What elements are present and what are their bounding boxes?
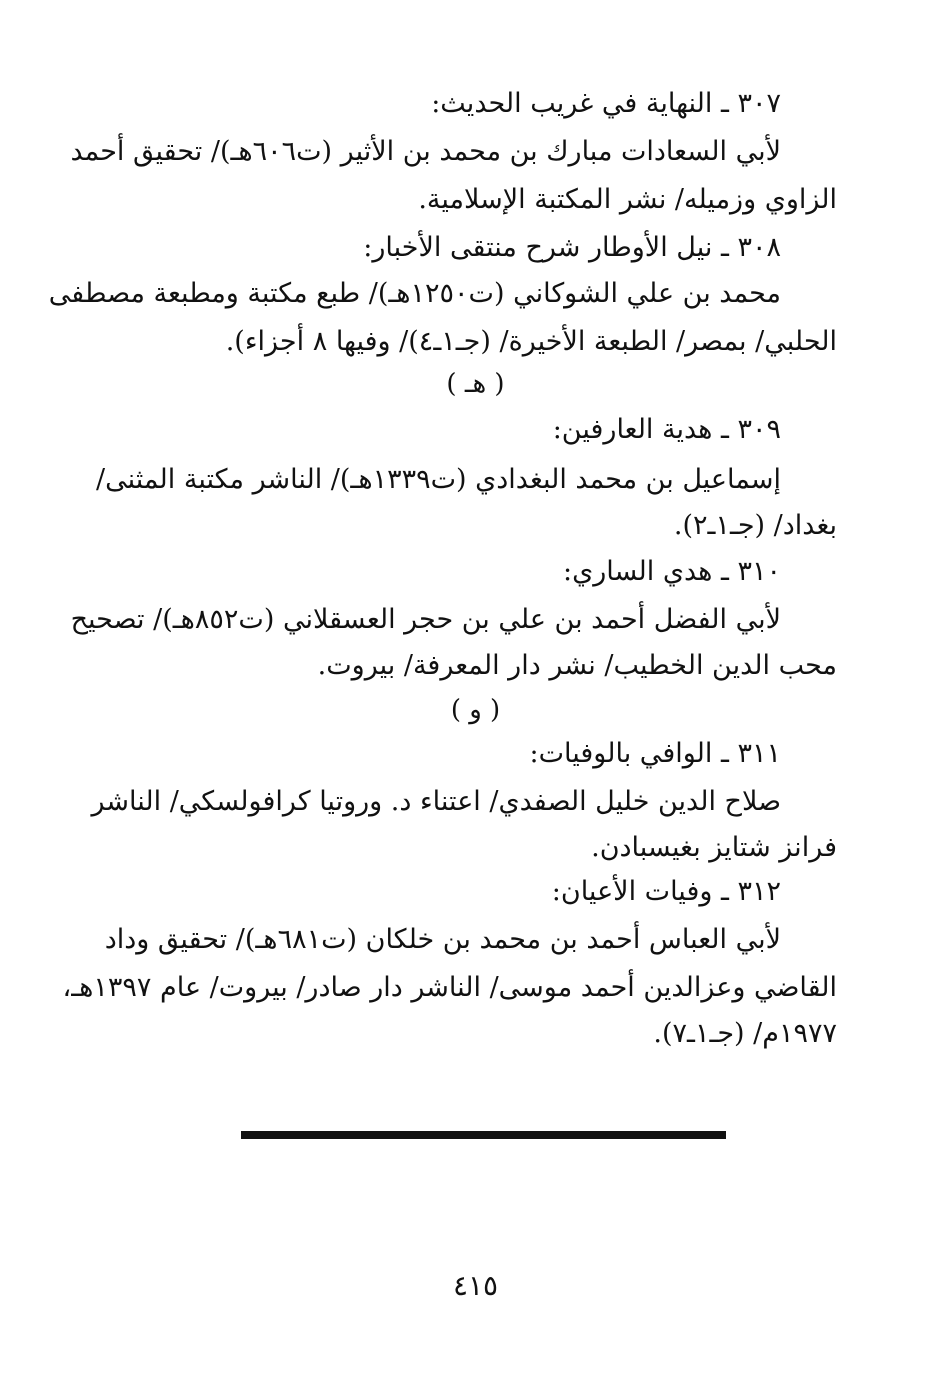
section-divider-rule — [241, 1131, 726, 1139]
section-letter-waw: ( و ) — [450, 695, 501, 725]
entry-text-line: لأبي العباس أحمد بن محمد بن خلكان (ت٦٨١هـ)/ تحقيق وداد — [104, 924, 781, 955]
entry-text-line: صلاح الدين خليل الصفدي/ اعتناء د. وروتيا كرافولسكي/ الناشر — [91, 786, 781, 817]
section-letter-ha: ( هـ ) — [446, 369, 505, 399]
entry-heading: ٣١١ ـ الوافي بالوفيات: — [529, 738, 781, 769]
entry-text-line: بغداد/ (جـ١ـ٢). — [673, 510, 837, 541]
entry-heading: ٣١٠ ـ هدي الساري: — [562, 556, 781, 587]
entry-heading: ٣٠٧ ـ النهاية في غريب الحديث: — [431, 88, 781, 119]
page-number: ٤١٥ — [452, 1269, 499, 1302]
entry-text-line: الحلبي/ بمصر/ الطبعة الأخيرة/ (جـ١ـ٤)/ وفيها ٨ أجزاء). — [225, 326, 837, 357]
entry-text-line: محمد بن علي الشوكاني (ت١٢٥٠هـ)/ طبع مكتبة ومطبعة مصطفى — [48, 278, 781, 309]
entry-heading: ٣٠٨ ـ نيل الأوطار شرح منتقى الأخبار: — [363, 232, 781, 263]
entry-text-line: القاضي وعزالدين أحمد موسى/ الناشر دار صادر/ بيروت/ عام ١٣٩٧هـ، — [62, 972, 837, 1003]
entry-text-line: لأبي السعادات مبارك بن محمد بن الأثير (ت٦٠٦هـ)/ تحقيق أحمد — [70, 136, 781, 167]
entry-text-line: إسماعيل بن محمد البغدادي (ت١٣٣٩هـ)/ الناشر مكتبة المثنى/ — [96, 464, 781, 495]
entry-heading: ٣١٢ ـ وفيات الأعيان: — [551, 876, 781, 907]
entry-text-line: لأبي الفضل أحمد بن علي بن حجر العسقلاني (ت٨٥٢هـ)/ تصحيح — [70, 604, 781, 635]
entry-text-line: محب الدين الخطيب/ نشر دار المعرفة/ بيروت. — [317, 650, 837, 681]
entry-heading: ٣٠٩ ـ هدية العارفين: — [552, 414, 781, 445]
entry-text-line: الزاوي وزميله/ نشر المكتبة الإسلامية. — [418, 184, 837, 215]
entry-text-line: فرانز شتايز بغيسبادن. — [591, 832, 837, 863]
entry-text-line: ١٩٧٧م/ (جـ١ـ٧). — [653, 1018, 837, 1049]
